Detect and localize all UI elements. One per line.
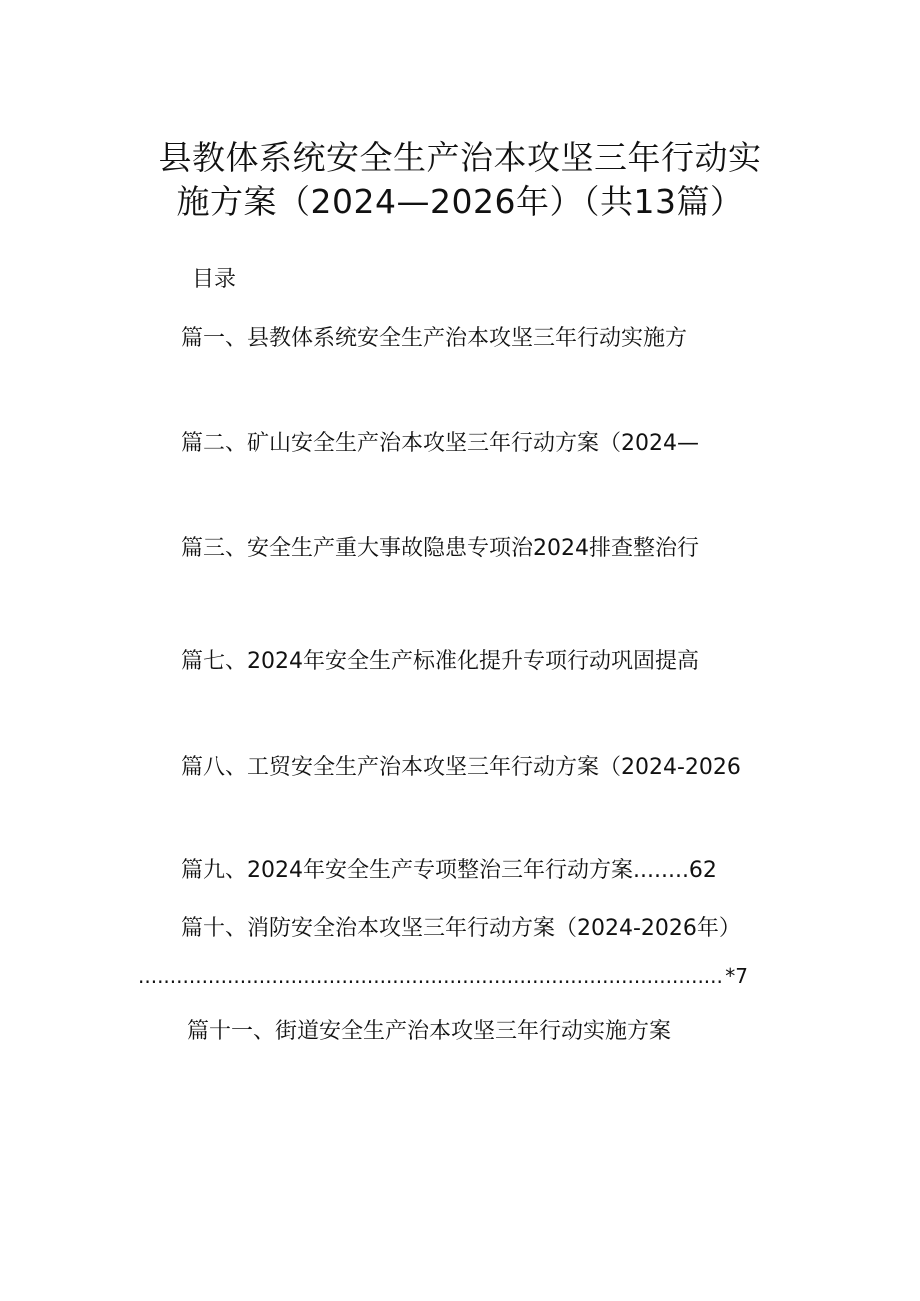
document-title-line-1: 县教体系统安全生产治本攻坚三年行动实 [158, 138, 762, 177]
toc-item-5[interactable]: 篇八、工贸安全生产治本攻坚三年行动方案（2024-2026 [181, 755, 741, 780]
toc-item-7-page-number: *7 [725, 964, 748, 988]
toc-item-8[interactable]: 篇十一、街道安全生产治本攻坚三年行动实施方案 [187, 1019, 672, 1044]
toc-item-7[interactable]: 篇十、消防安全治本攻坚三年行动方案（2024-2026年） [181, 916, 741, 941]
toc-item-6[interactable]: 篇九、2024年安全生产专项整治三年行动方案........62 [181, 858, 717, 883]
toc-heading: 目录 [192, 267, 237, 292]
document-title-line-2: 施方案（2024—2026年）（共13篇） [176, 182, 744, 221]
toc-dot-leader [138, 962, 748, 990]
toc-item-4[interactable]: 篇七、2024年安全生产标准化提升专项行动巩固提高 [181, 649, 699, 674]
dot-leader-dots [138, 962, 725, 990]
toc-item-2[interactable]: 篇二、矿山安全生产治本攻坚三年行动方案（2024— [181, 431, 699, 456]
toc-item-3[interactable]: 篇三、安全生产重大事故隐患专项治2024排查整治行 [181, 536, 699, 561]
toc-item-1[interactable]: 篇一、县教体系统安全生产治本攻坚三年行动实施方 [181, 326, 688, 351]
